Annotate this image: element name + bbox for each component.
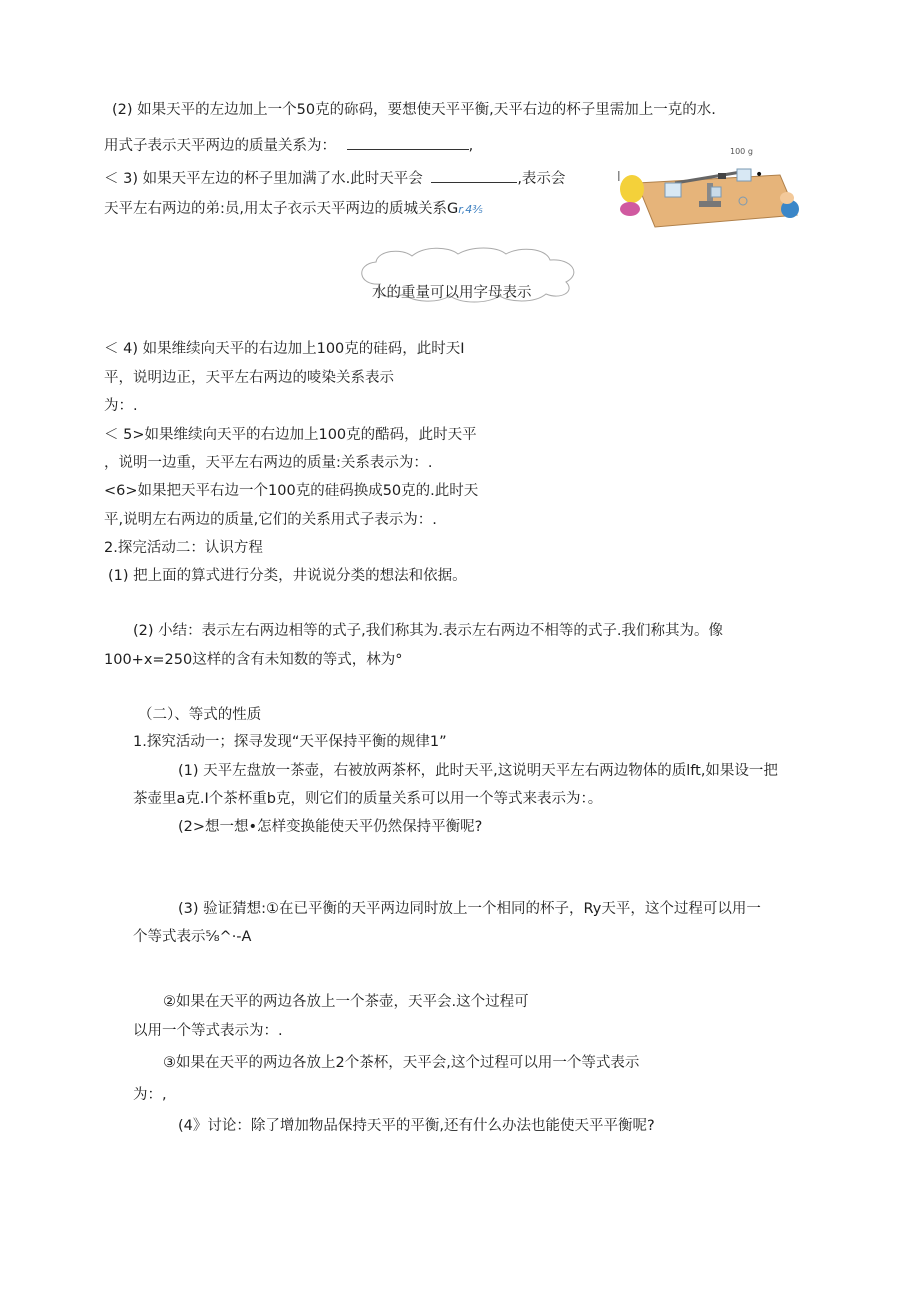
question-2-expression-line bbox=[104, 135, 473, 155]
question-2-expression-end: , bbox=[468, 138, 474, 154]
question-4-line-1: ＜ 4) 如果维续向天平的右边加上100克的硅码，此时天I bbox=[104, 341, 465, 357]
property-question-3b-line-2: 以用一个等式表示为：. bbox=[133, 1023, 283, 1039]
property-question-2: (2>想一想•怎样变换能使天平仍然保持平衡呢? bbox=[178, 819, 483, 835]
property-question-3c-line-1: ③如果在天平的两边各放上2个茶杯，天平会,这个过程可以用一个等式表示 bbox=[163, 1055, 640, 1071]
activity-1-title: 1.探究活动一；探寻发现“天平保持平衡的规律1” bbox=[133, 734, 447, 750]
property-question-4: (4》讨论：除了增加物品保持天平的平衡,还有什么办法也能使天平平衡呢? bbox=[178, 1118, 655, 1134]
property-question-1-line-2: 茶壶里a克.I个茶杯重b克，则它们的质量关系可以用一个等式来表示为：。 bbox=[133, 791, 603, 807]
question-3-line-1 bbox=[104, 168, 565, 188]
section-2-heading: （二）、等式的性质 bbox=[138, 707, 262, 723]
handwritten-mark: r,4⅗ bbox=[458, 203, 483, 216]
question-3-part-2: ,表示会 bbox=[517, 171, 566, 187]
question-4-line-3: 为：. bbox=[104, 398, 138, 414]
property-question-3b-line-1: ②如果在天平的两边各放上一个茶壶，天平会.这个过程可 bbox=[163, 994, 529, 1010]
bullet-mark: • bbox=[755, 167, 764, 183]
activity-2-question-1: (1) 把上面的算式进行分类，井说说分类的想法和依据。 bbox=[108, 568, 467, 584]
question-3-part-1: ＜ 3) 如果天平左边的杯子里加满了水.此时天平会 bbox=[104, 171, 423, 187]
activity-2-title: 2.探完活动二：认识方程 bbox=[104, 540, 263, 556]
activity-2-summary-line-2: 100+x=250这样的含有未知数的等式，林为° bbox=[104, 652, 403, 668]
question-2-expression-prompt: 用式子表示天平两边的质量关系为： bbox=[104, 138, 336, 154]
question-4-line-2: 平，说明边正，天平左右两边的㖫染关系表示 bbox=[104, 370, 394, 386]
question-3-line-2 bbox=[104, 200, 483, 219]
property-question-1-line-1: (1) 天平左盘放一茶壶，右被放两茶杯，此时天平,这说明天平左右两边物体的质lft,如果设一把 bbox=[178, 763, 778, 779]
property-question-3-line-1: (3) 验证猜想:①在已平衡的天平两边同时放上一个相同的杯子，Ry天平，这个过程可以用一 bbox=[178, 901, 761, 917]
answer-blank[interactable] bbox=[431, 168, 517, 183]
property-question-3c-line-2: 为：, bbox=[133, 1087, 167, 1103]
balance-scale-icon bbox=[615, 143, 815, 233]
question-6-line-1: <6>如果把天平右边一个100克的硅码换成50克的.此时天 bbox=[104, 483, 479, 499]
question-3-line-2-text: 天平左右两边的弟:员,用太子衣示天平两边的质城关系G bbox=[104, 201, 459, 217]
activity-2-summary-line-1: (2) 小结：表示左右两边相等的式子,我们称其为.表示左右两边不相等的式子.我们称其为。像 bbox=[133, 623, 723, 639]
property-question-3-line-2: 个等式表示⅝^·-A bbox=[133, 929, 252, 945]
answer-blank[interactable] bbox=[347, 135, 469, 150]
question-6-line-2: 平,说明左右两边的质量,它们的关系用式子表示为：. bbox=[104, 512, 437, 528]
question-2-text: (2) 如果天平的左边加上一个50克的䂧码，要想使天平平衡,天平右边的杯子里需加上一克的水. bbox=[112, 102, 716, 118]
balance-illustration bbox=[615, 143, 815, 233]
question-5-line-1: ＜ 5>如果维续向天平的右边加上100克的酷码，此时天平 bbox=[104, 427, 477, 443]
cloud-label: 水的重量可以用字母表示 bbox=[372, 285, 532, 301]
weight-label: 100 g bbox=[730, 147, 753, 156]
question-5-line-2: ，说明一边重，天平左右两边的质量:关系表示为：. bbox=[104, 455, 433, 471]
